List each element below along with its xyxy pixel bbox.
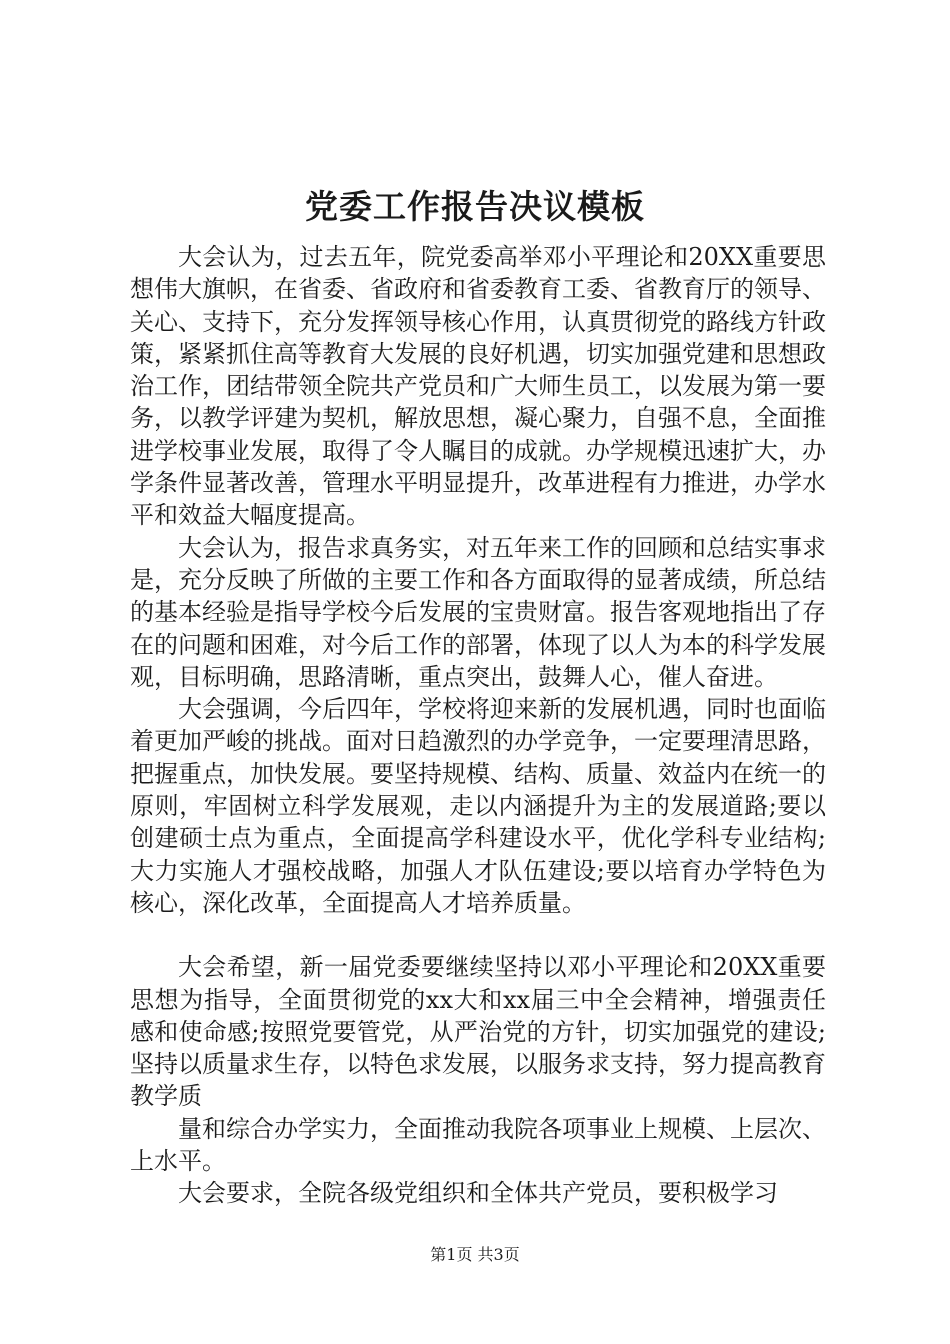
paragraph-3: 大会强调，今后四年，学校将迎来新的发展机遇，同时也面临着更加严峻的挑战。面对日趋激烈的办学竞争，一定要理清思路，把握重点，加快发展。要坚持规模、结构、质量、效益内在统一的原则，牢固树立科学发展观，走以内涵提升为主的发展道路;要以创建硕士点为重点，全面提高学科建设水平，优化学科专业结构;大力实施人才强校战略，加强人才队伍建设;要以培育办学特色为核心，深化改革，全面提高人才培养质量。 (130, 695, 826, 917)
paragraph-5: 量和综合办学实力，全面推动我院各项事业上规模、上层次、上水平。 (130, 1114, 826, 1176)
paragraph-6: 大会要求，全院各级党组织和全体共产党员，要积极学习 (178, 1179, 778, 1208)
paragraph-1: 大会认为，过去五年，院党委高举邓小平理论和20XX重要思想伟大旗帜，在省委、省政府和省委教育工委、省教育厅的领导、关心、支持下，充分发挥领导核心作用，认真贯彻党的路线方针政策，紧紧抓住高等教育大发展的良好机遇，切实加强党建和思想政治工作，团结带领全院共产党员和广大师生员工，以发展为第一要务，以教学评建为契机，解放思想，凝心聚力，自强不息，全面推进学校事业发展，取得了令人瞩目的成就。办学规模迅速扩大，办学条件显著改善，管理水平明显提升，改革进程有力推进，办学水平和效益大幅度提高。 (130, 243, 826, 530)
page-footer: 第1页 共3页 (430, 1245, 520, 1264)
paragraph-4: 大会希望，新一届党委要继续坚持以邓小平理论和20XX重要思想为指导，全面贯彻党的xx大和xx届三中全会精神，增强责任感和使命感;按照党要管党，从严治党的方针，切实加强党的建设;坚持以质量求生存，以特色求发展，以服务求支持，努力提高教育教学质 (130, 953, 826, 1111)
document-body (130, 241, 826, 1210)
paragraph-2: 大会认为，报告求真务实，对五年来工作的回顾和总结实事求是，充分反映了所做的主要工作和各方面取得的显著成绩，所总结的基本经验是指导学校今后发展的宝贵财富。报告客观地指出了存在的问题和困难，对今后工作的部署，体现了以人为本的科学发展观，目标明确，思路清晰，重点突出，鼓舞人心，催人奋进。 (130, 533, 826, 691)
paragraph-spacer (130, 919, 826, 951)
document-title: 党委工作报告决议模板 (305, 187, 645, 226)
